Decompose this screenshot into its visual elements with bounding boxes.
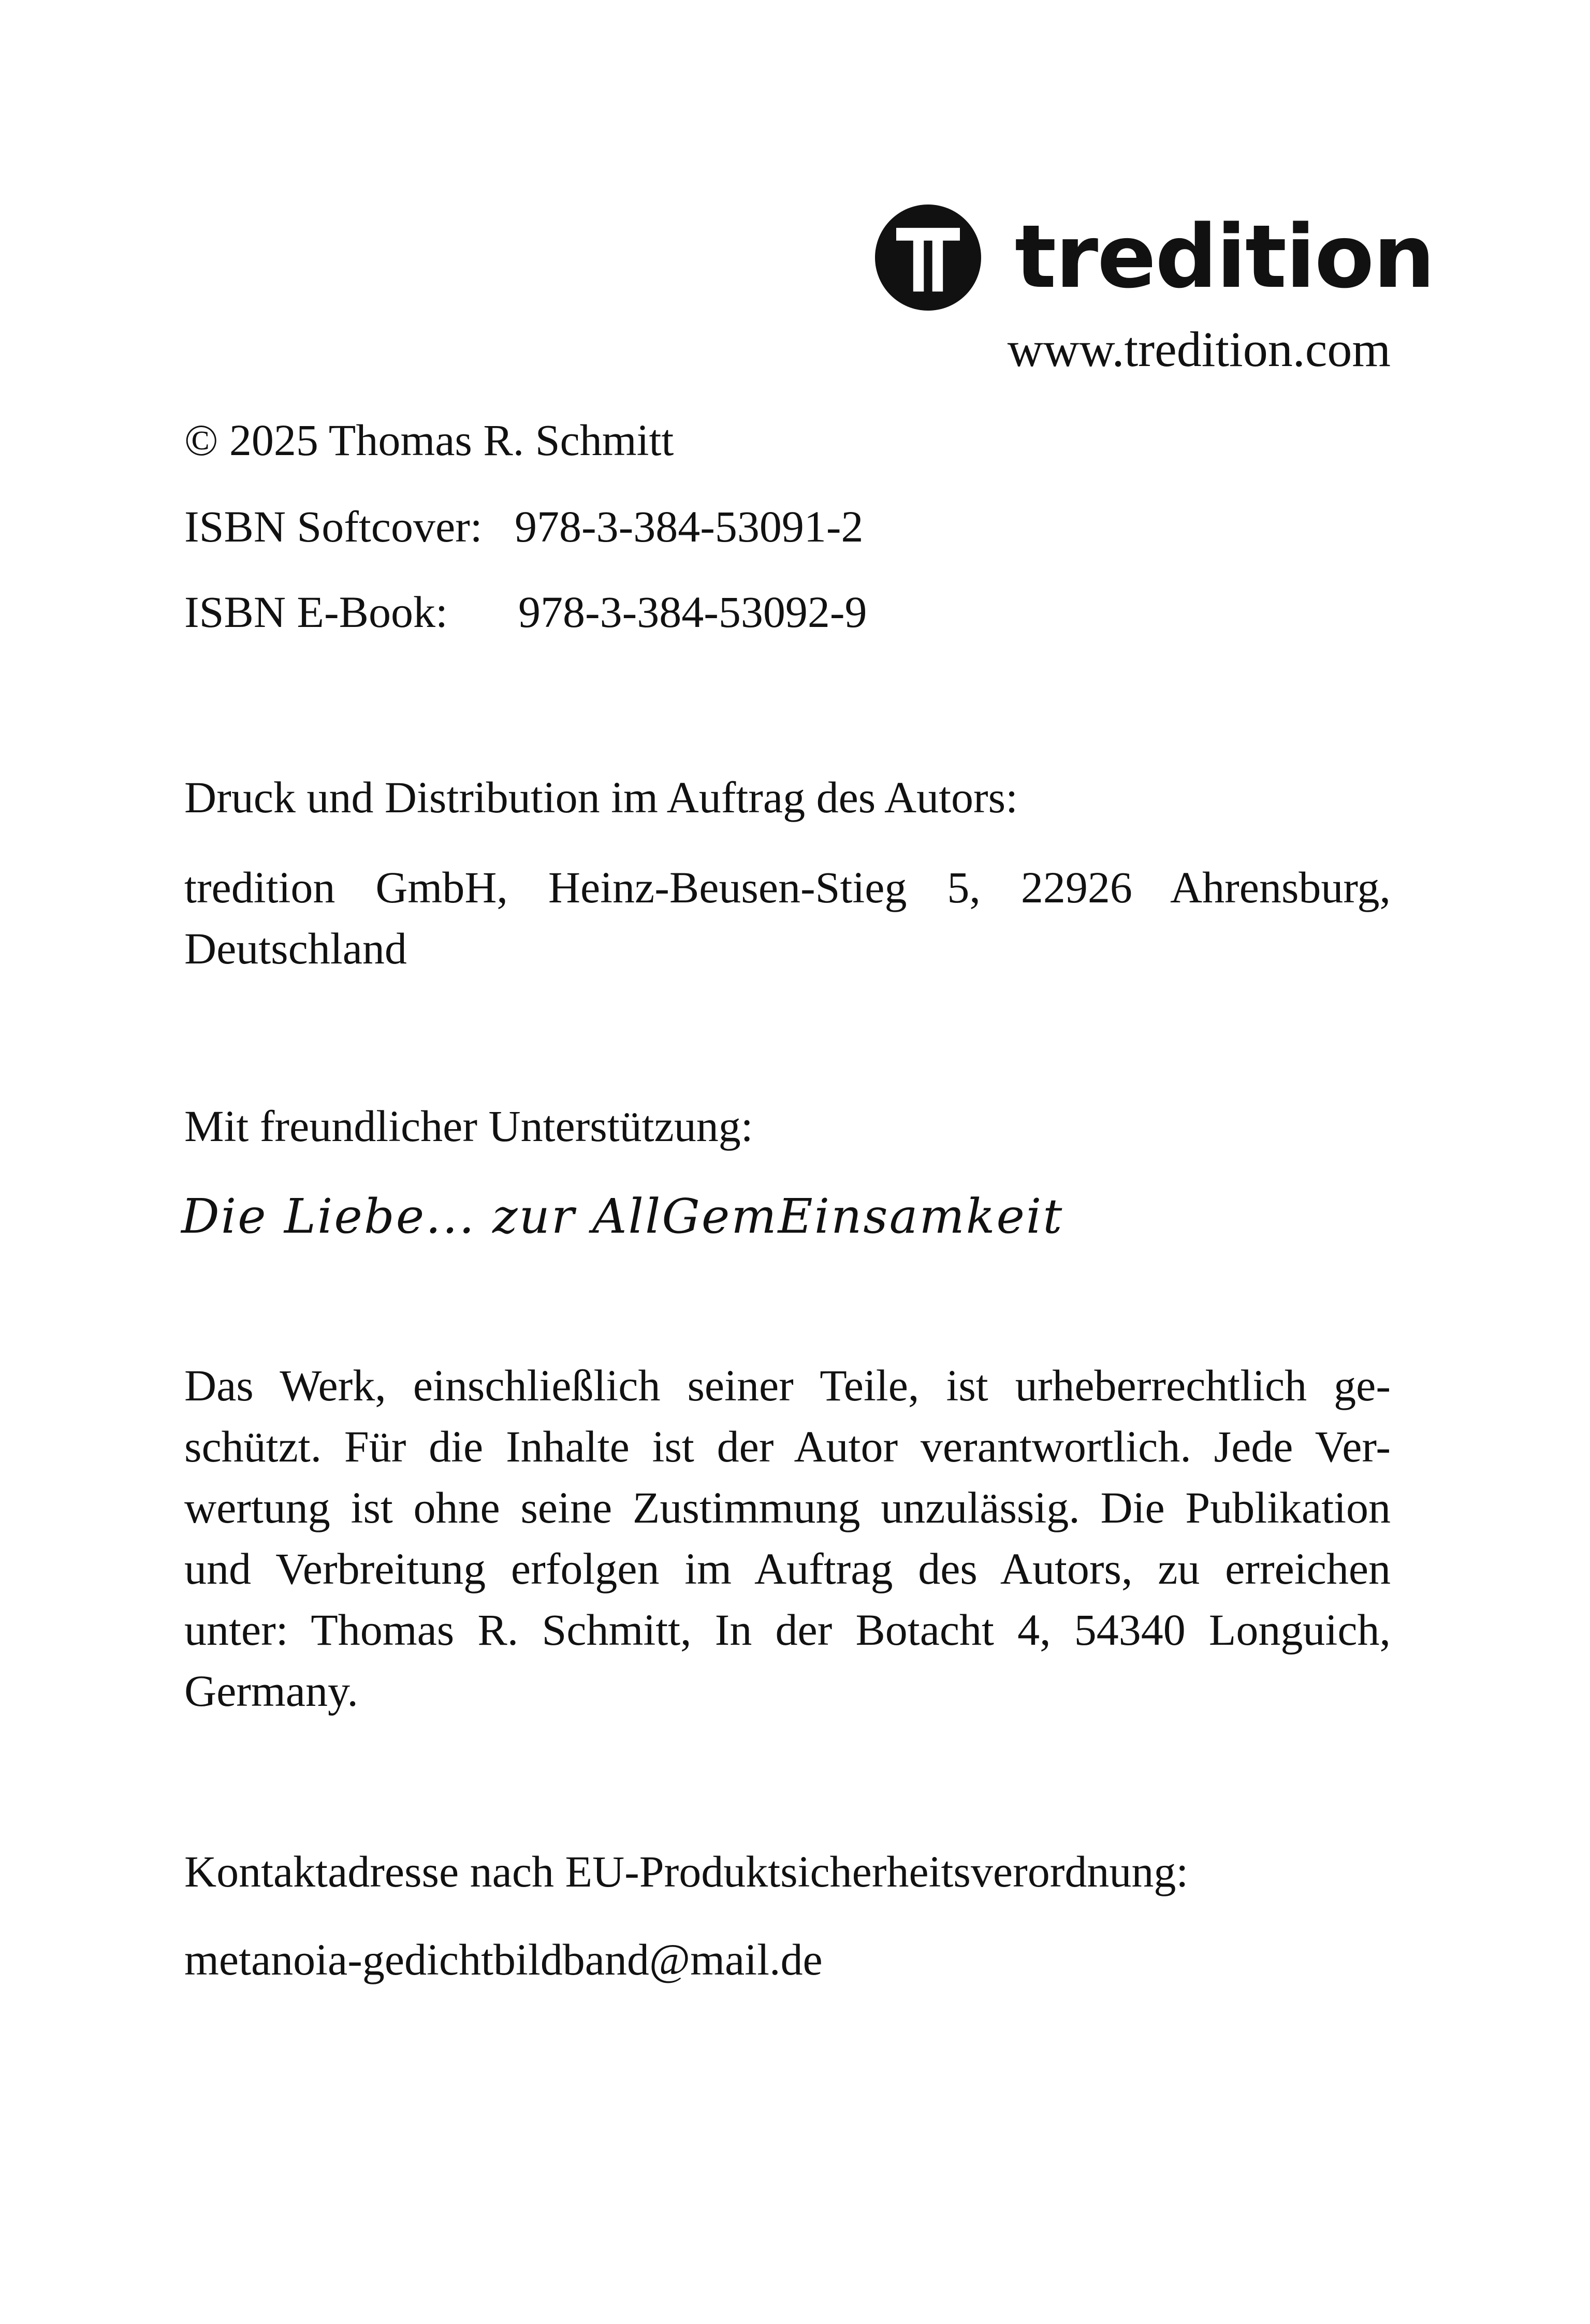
copyright-line: © 2025 Thomas R. Schmitt [184, 415, 674, 465]
print-heading: Druck und Distribution im Auftrag des Autors: [184, 772, 1018, 822]
print-address: tredition GmbH, Heinz-Beusen-Stieg 5, 22926 Ahrensburg, Deutschland [184, 863, 1391, 973]
contact-email: metanoia-gedichtbildband@mail.de [184, 1935, 823, 1984]
logo-wordmark: tredition [1015, 206, 1434, 308]
tredition-logo-icon [875, 204, 981, 311]
contact-heading: Kontaktadresse nach EU-Produktsicherheitsverordnung: [184, 1847, 1189, 1896]
publisher-logo [875, 204, 1434, 313]
isbn-softcover-label: ISBN Softcover: [184, 502, 483, 551]
isbn-ebook-value: 978-3-384-53092-9 [518, 587, 867, 637]
support-heading: Mit freundlicher Unterstützung: [184, 1101, 753, 1151]
rights-notice: Das Werk, einschließlich seiner Teile, ist urheberrechtlich ge-schützt. Für die Inhalte ist der Autor verantwortlich. Jede Ver-wertung ist ohne seine Zustimmung unzulässig. Die Publikation und Verbreitung erfolgen im Auftrag des Autors, zu erreichen unter: Thomas R. Schmitt, In der Botacht 4, 54340 Longuich, Germany. [184, 1361, 1391, 1716]
publisher-url: www.tredition.com [1007, 321, 1391, 377]
isbn-softcover-line [184, 498, 864, 555]
isbn-softcover-value: 978-3-384-53091-2 [515, 502, 864, 551]
isbn-ebook-label: ISBN E-Book: [184, 587, 448, 637]
isbn-ebook-line [184, 583, 867, 640]
support-name: Die Liebe... zur AllGemEinsamkeit [181, 1189, 1064, 1244]
